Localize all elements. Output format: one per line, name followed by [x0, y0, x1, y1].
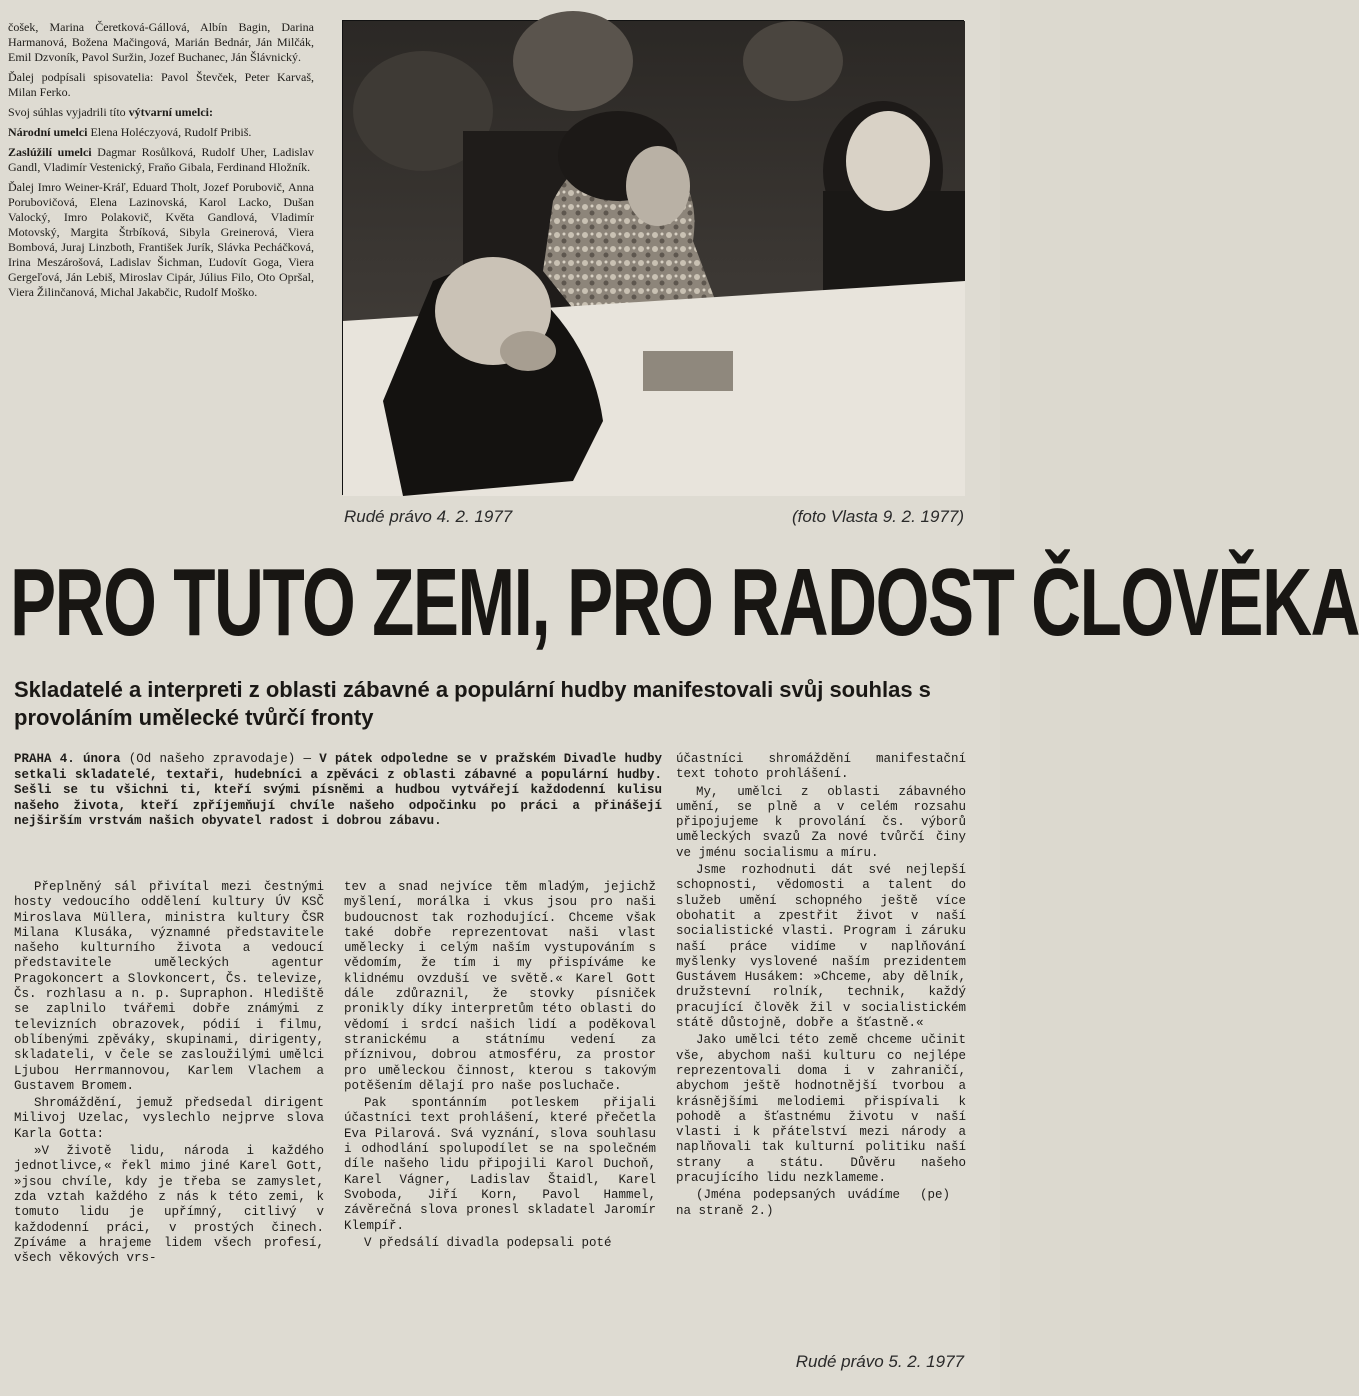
column-paragraph: Přeplněný sál přivítal mezi čestnými hosty vedoucího oddělení kultury ÚV KSČ Miroslava Müllera, ministra kultury ČSR Milana Klusáka, významné představitele našeho kulturního života a vedoucí představitele uměleckých agentur Pragokoncert a Slovkoncert, Čs. televize, Čs. rozhlasu a n. p. Supraphon. Hlediště se zaplnilo tvářemi dobře známými z televizních obrazovek, pódií i filmu, oblíbenými zpěváky, skupinami, dirigenty, skladateli, v čele se zasloužilými umělci Ljubou Herrmannovou, Karlem Vlachem a Gustavem Bromem.: [14, 880, 324, 1093]
photo-caption-source: Rudé právo 4. 2. 1977: [344, 507, 513, 526]
column-paragraph: Pak spontánním potleskem přijali účastníci text prohlášení, které přečetla Eva Pilarová. Svá vyznání, slova souhlasu i odhodlání spolupodílet se na společném díle našeho lidu připojili Karol Duchoň, Karel Vágner, Ladislav Štaidl, Karel Svoboda, Jiří Korn, Pavol Hammel, závěrečná slova pronesl skladatel Jaromír Klempíř.: [344, 1096, 656, 1233]
column-paragraph: V předsálí divadla podepsali poté: [364, 1235, 612, 1250]
other-artists: Ďalej Imro Weiner-Kráľ, Eduard Tholt, Jozef Porubovič, Anna Porubovičová, Elena Lazinovská, Karol Lacko, Dušan Valocký, Imro Polakovič, Květa Gandlová, Vladimír Motovský, Margita Štrbíková, Sibyla Greinerová, Viera Bombová, Juraj Linzboth, František Jurík, Slávka Pecháčková, Irina Meszárošová, Ladislav Šichman, Ľudovít Goga, Viera Gergeľová, Ján Lebiš, Miroslav Cipár, Július Filo, Oto Opršal, Viera Žilinčanová, Michal Jakabčic, Rudolf Moško.: [8, 180, 314, 299]
article-column-2: [344, 880, 656, 1348]
column-paragraph: Shromáždění, jemuž předsedal dirigent Milivoj Uzelac, vyslechlo nejprve slova Karla Gotta:: [14, 1096, 324, 1141]
lede-body: V pátek odpoledne se v pražském Divadle hudby setkali skladatelé, textaři, hudebníci a zpěváci z oblasti zábavné a populární hudby. Sešli se tu všichni ti, kteří svými písněmi a hudbou vytvářejí každodenní kulisu našeho života, kteří zpříjemňují chvíle našeho odpočinku po práci a přinášejí nejširším vrstvám našich obyvatel radost i dobrou zábavu.: [14, 752, 662, 828]
artists-intro-text: Svoj súhlas vyjadrili títo: [8, 105, 129, 119]
article-source-caption: Rudé právo 5. 2. 1977: [795, 1352, 964, 1371]
signatories-paragraph: čošek, Marina Čeretková-Gállová, Albín Bagin, Darina Harmanová, Božena Mačingová, Marián Bednár, Ján Milčák, Emil Dzvoník, Pavol Suržin, Jozef Buchanec, Ján Šlávnický.: [8, 20, 314, 64]
merited-artists: [8, 145, 314, 175]
artists-intro: [8, 105, 314, 120]
headline-text: PRO TUTO ZEMI, PRO RADOST ČLOVĚKA: [10, 549, 1359, 656]
names-note: (Jména podepsaných uvádíme na straně 2.): [676, 1188, 900, 1218]
column-paragraph: »V životě lidu, národa i každého jednotlivce,« řekl mimo jiné Karel Gott, »jsou chvíle, kdy je třeba se zamyslet, zda vztah každého z nás k této zemi, k tomuto lidu je upřímný, citlivý v každodenní práci, v prostých činech. Zpíváme a hrajeme lidem všech profesí, všech věkových vrs-: [14, 1144, 324, 1266]
lede-source: (Od našeho zpravodaje) —: [120, 752, 320, 766]
author-sign: (pe): [919, 1188, 950, 1203]
signatories-column: [8, 20, 314, 532]
column-paragraph: Jako umělci této země chceme učinit vše, abychom naši kulturu co nejlépe reprezentovali doma i v zahraničí, abychom ještě hodnotnější tvorbou a krásnějšími melodiemi přispívali k pohodě a šťastnému životu v naší vlasti i k přátelství mezi národy a naplňovali tak kulturní politiku naší strany a státu. Důvěru našeho pracujícího lidu nezklameme.: [676, 1033, 966, 1186]
merited-artists-label: Zaslúžilí umelci: [8, 145, 92, 159]
writers-paragraph: Ďalej podpísali spisovatelia: Pavol Števček, Peter Karvaš, Milan Ferko.: [8, 70, 314, 99]
dateline: PRAHA 4. února: [14, 752, 121, 766]
photo-caption-credit: (foto Vlasta 9. 2. 1977): [792, 507, 964, 526]
photo-illustration: [343, 21, 965, 496]
artists-intro-bold: výtvarní umelci:: [128, 105, 213, 119]
lede-paragraph: [14, 752, 662, 830]
article-column-1: [14, 880, 324, 1348]
national-artists-label: Národní umelci: [8, 125, 88, 139]
column-paragraph: Jsme rozhodnuti dát své nejlepší schopnosti, vědomosti a talent do služeb umění schopného ještě více obohatit a zpestřit život v naší socialistické vlasti. Program i záruku naší práce vidíme v naplňování myšlenky vyslovené naším prezidentem Gustávem Husákem: »Chceme, aby dělník, družstevní rolník, technik, každý pracující člověk žil v socialistickém státě důstojně, dobře a šťastně.«: [676, 863, 966, 1031]
article-column-3: [676, 752, 966, 1346]
news-photo: [342, 20, 964, 495]
subheadline: Skladatelé a interpreti z oblasti zábavné a populární hudby manifestovali svůj souhlas s provoláním umělecké tvůrčí fronty: [14, 677, 931, 730]
headline: [10, 548, 1359, 668]
column-paragraph: tev a snad nejvíce těm mladým, jejichž myšlení, morálka i vkus jsou pro naši budoucnost tak rozhodující. Chceme však také dobře reprezentovat naši vlast umělecky i celým naším vystupováním s vědomím, že tím i my přispíváme ke klidnému ovzduší ve světě.« Karel Gott dále zdůraznil, že stovky písniček pronikly díky interpretům této oblasti do vědomí i srdcí našich lidí a poděkoval stranickému a státnímu vedení za příznivou, dobrou atmosféru, za prostor pro uměleckou činnost, kterou s takovým potěšením dělají pro naše posluchače.: [344, 880, 656, 1093]
signature-line: [676, 1188, 966, 1219]
column-paragraph: účastníci shromáždění manifestační text tohoto prohlášení.: [676, 752, 966, 782]
merited-artists-names: Dagmar Rosůlková, Rudolf Uher, Ladislav Gandl, Vladimír Vestenický, Fraňo Gibala, Ferdinand Hložník.: [8, 145, 314, 174]
national-artists-names: Elena Holéczyová, Rudolf Pribiš.: [87, 125, 252, 139]
national-artists: [8, 125, 314, 140]
column-paragraph: My, umělci z oblasti zábavného umění, se plně a v celém rozsahu připojujeme k provolání čs. výborů uměleckých svazů Za nové tvůrčí činy ve jménu socialismu a míru.: [676, 784, 966, 860]
